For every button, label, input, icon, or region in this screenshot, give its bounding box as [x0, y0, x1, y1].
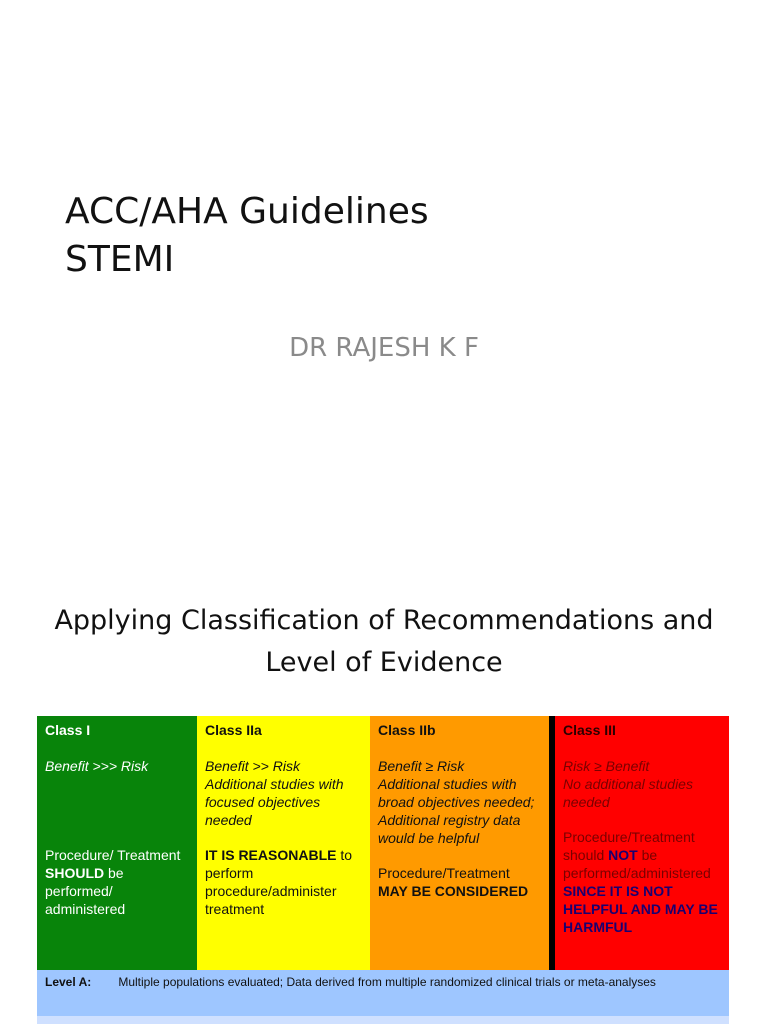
class-i-column	[37, 716, 197, 970]
level-a-row	[37, 970, 729, 1016]
action-pre: Procedure/ Treatment	[45, 847, 181, 863]
recommendation-text	[205, 846, 366, 918]
recommendation-text	[563, 828, 725, 936]
action-emphasis: NOT	[608, 847, 638, 863]
benefit-risk-ratio: Risk ≥ Benefit	[563, 758, 650, 774]
action-post: be performed/ administered	[45, 865, 126, 917]
action-emphasis: IT IS REASONABLE	[205, 847, 337, 863]
classification-table	[37, 716, 729, 970]
action-emphasis: SHOULD	[45, 865, 105, 881]
slide-2-title	[20, 600, 748, 684]
recommendation-text	[45, 846, 193, 918]
class-label: Class IIb	[378, 722, 436, 738]
class-iii-column	[555, 716, 729, 970]
class-iia-column	[197, 716, 370, 970]
studies-note: No additional studies needed	[563, 776, 693, 810]
benefit-risk-ratio: Benefit >> Risk	[205, 758, 300, 774]
studies-note: Additional studies with focused objectives needed	[205, 776, 344, 828]
slide-title	[65, 188, 685, 284]
action-post: to perform procedure/administer treatment	[205, 847, 353, 917]
action-post: be performed/administered	[563, 847, 711, 881]
slide-2-title-line-2: Level of Evidence	[265, 647, 503, 678]
action-pre: Procedure/Treatment should	[563, 829, 695, 863]
harm-warning: SINCE IT IS NOT HELPFUL AND MAY BE HARMFUL	[563, 883, 718, 935]
class-label: Class IIa	[205, 722, 262, 738]
class-iib-column	[370, 716, 549, 970]
slide-title-line-1: ACC/AHA Guidelines	[65, 191, 429, 232]
slide-2-title-line-1: Applying Classification of Recommendations and	[54, 605, 714, 636]
class-label: Class I	[45, 722, 91, 738]
studies-note: Additional studies with broad objectives needed; Additional registry data would be helpful	[378, 776, 535, 846]
class-label: Class III	[563, 722, 616, 738]
slide-title-line-2: STEMI	[65, 239, 175, 280]
recommendation-text	[378, 864, 545, 900]
action-pre: Procedure/Treatment	[378, 865, 510, 881]
level-a-label: Level A:	[45, 975, 92, 989]
slide-subtitle: DR RAJESH K F	[289, 333, 479, 363]
level-a-text: Multiple populations evaluated; Data derived from multiple randomized clinical trials or meta-analyses	[118, 975, 656, 989]
action-emphasis: MAY BE CONSIDERED	[378, 883, 529, 899]
level-b-row	[37, 1016, 729, 1024]
benefit-risk-ratio: Benefit ≥ Risk	[378, 758, 465, 774]
benefit-risk-ratio: Benefit >>> Risk	[45, 758, 149, 774]
